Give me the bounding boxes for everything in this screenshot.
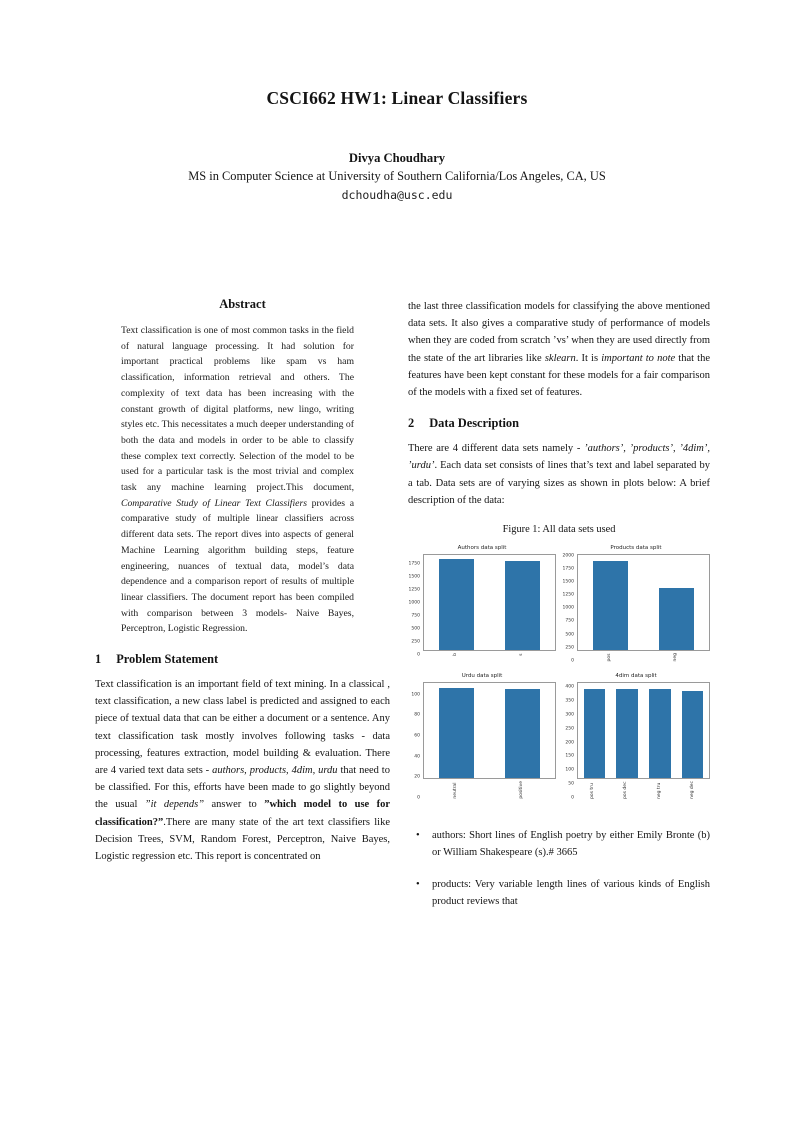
paragraph-continuation: the last three classification models for classifying the above mentioned data sets. It also gives a comparative study of performance of models when they are coded from scratch ’vs’ when they are used directly from the state of the art libraries like sklearn. It is important to note that the features have been kept constant for these models for a fair comparison of the models with a fixed set of features. xyxy=(408,301,711,399)
bar xyxy=(439,688,474,778)
bar xyxy=(439,559,474,649)
list-item-text: authors: Short lines of English poetry by either Emily Bronte (b) or William Shakespeare (s).# 3665 xyxy=(432,829,710,858)
plot-area xyxy=(577,682,710,779)
two-column-body xyxy=(95,297,710,926)
bar xyxy=(505,689,540,777)
figure-1-charts xyxy=(408,545,710,799)
left-column xyxy=(95,297,390,926)
chart-title: Products data split xyxy=(610,545,662,552)
y-axis-ticks: 400 350 300 250 200 150 100 50 0 xyxy=(565,684,574,801)
x-axis-labels: pos tru pos dec neg tru neg dec xyxy=(590,780,695,799)
author-email: dchoudha@usc.edu xyxy=(341,188,453,202)
bar-chart-authors xyxy=(408,545,556,661)
chart-title: Authors data split xyxy=(457,545,507,552)
figure-caption: Figure 1: All data sets used xyxy=(502,524,616,536)
section-number: 1 xyxy=(95,652,102,667)
chart-title: Urdu data split xyxy=(461,673,503,680)
list-item-text: products: Very variable length lines of various kinds of English product reviews that xyxy=(432,879,710,908)
bar-chart-4dim xyxy=(562,673,710,799)
y-axis-ticks: 100 80 60 40 20 0 xyxy=(411,691,420,801)
bar xyxy=(616,689,638,778)
plot-area xyxy=(423,682,556,779)
bullet-icon: • xyxy=(416,879,420,891)
bar xyxy=(584,689,606,778)
list-item xyxy=(416,876,710,910)
paragraph-data-description: There are 4 different data sets namely - ’authors’, ’products’, ’4dim’, ’urdu’. Each data set consists of lines that’s text and label separated by a tab. Data sets are of varying sizes as shown in plots below: A brief description of the data: xyxy=(408,443,710,506)
bullet-icon: • xyxy=(416,829,420,841)
bar xyxy=(682,691,704,778)
bar-chart-urdu xyxy=(408,673,556,799)
section-title: Problem Statement xyxy=(116,652,219,667)
paragraph-problem-statement: Text classification is an important field of text mining. In a classical , text classification, a new class label is predicted and assigned to each piece of textual data that can be either a document or a sentence. Any text classification task mostly involves following tasks - data processing, features extraction, model building & evaluation. There are 4 varied text data sets - authors, products, 4dim, urdu that need to be classified. For this, efforts have been made to go slightly beyond the usual ”it depends” answer to ”which model to use for classification?”.There are many state of the art text classifiers like Decision Trees, SVM, Random Forest, Perceptron, Naive Bayes, Logistic regression etc. This report is concentrated on xyxy=(95,679,391,863)
y-axis-ticks: 2000 1750 1500 1250 1000 750 500 250 0 xyxy=(562,553,574,663)
x-axis-labels: pos neg xyxy=(606,652,679,662)
author-block xyxy=(0,151,794,202)
bar-chart-products xyxy=(562,545,710,661)
bar xyxy=(505,561,540,649)
plot-area xyxy=(577,554,710,651)
section-number: 2 xyxy=(408,416,415,431)
bar xyxy=(649,689,671,778)
dataset-bullet-list xyxy=(408,827,710,911)
abstract-heading: Abstract xyxy=(219,297,266,311)
page-title: CSCI662 HW1: Linear Classifiers xyxy=(266,88,528,108)
section-1-heading xyxy=(95,652,390,667)
section-2-heading xyxy=(408,416,710,431)
plot-area xyxy=(423,554,556,651)
chart-title: 4dim data split xyxy=(615,673,657,680)
bar xyxy=(659,588,694,649)
x-axis-labels: neutral positive xyxy=(452,780,525,799)
author-name: Divya Choudhary xyxy=(348,151,446,165)
paper-header xyxy=(0,88,794,109)
abstract-text: Text classification is one of most common tasks in the field of natural language processing. It had solution for important practical problems like spam vs ham classification, information retrieval and others. The complexity of text data has been increasing with the constant growth of digital platforms, new lingo, writing styles etc. This necessitates a much deeper understanding of both the data and models in order to be able to classify these complex text correctly. Selection of the model to be used for a particular task is the most trivial and complex task any machine learning project.This document, Comparative Study of Linear Text Classifiers provides a comparative study of multiple linear classifiers across different data sets. The report dives into aspects of general Machine Learning algorithm building steps, feature engineering, nuances of textual data, model’s data dependence and a comparison report of results of multiple linear classifiers. The document report has been compiled with comparison between 3 models- Naive Bayes, Perceptron, Logistic Regression. xyxy=(121,325,354,635)
y-axis-ticks: 1750 1500 1250 1000 750 500 250 0 xyxy=(408,560,420,658)
list-item xyxy=(416,827,710,861)
x-axis-labels: b s xyxy=(452,652,525,656)
author-affiliation: MS in Computer Science at University of Southern California/Los Angeles, CA, US xyxy=(188,169,606,183)
section-title: Data Description xyxy=(429,416,520,431)
right-column xyxy=(408,297,710,926)
bar xyxy=(593,561,628,649)
